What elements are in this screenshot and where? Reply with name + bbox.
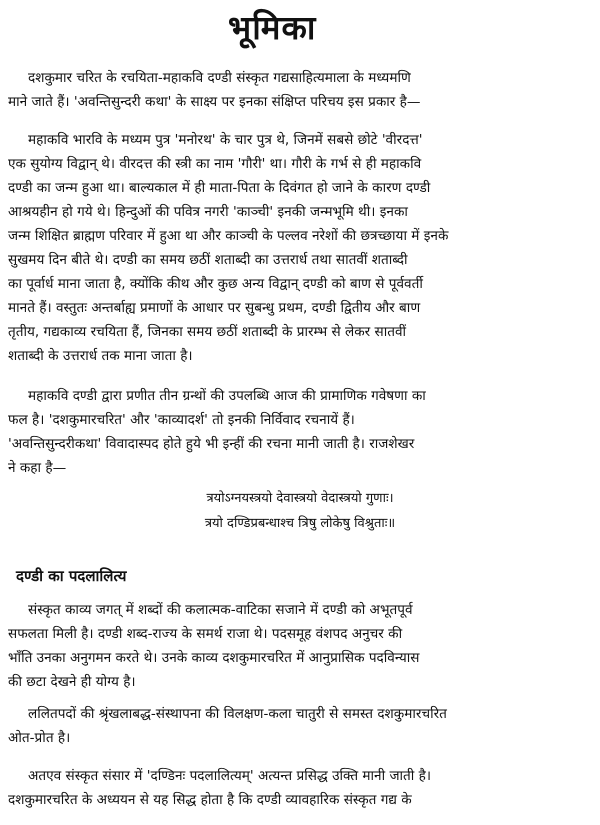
text-line: दशकुमार चरित के रचयिता-महाकवि दण्डी संस्कृत गद्यसाहित्यमाला के मध्यमणि	[28, 70, 411, 86]
page-title: भूमिका	[228, 8, 317, 47]
text-line: का पूर्वार्ध माना जाता है, क्योंकि कीथ और कुछ अन्य विद्वान् दण्डी को बाण से पूर्ववर्ती	[8, 276, 423, 292]
text-line: माने जाते हैं। 'अवन्तिसुन्दरी कथा' के साक्ष्य पर इनका संक्षिप्त परिचय इस प्रकार है—	[8, 94, 421, 110]
intro-paragraph	[8, 66, 592, 114]
text-line: जन्म शिक्षित ब्राह्मण परिवार में हुआ था और काञ्ची के पल्लव नरेशों की छत्रच्छाया में इनके	[8, 228, 449, 244]
text-line: फल है। 'दशकुमारचरित' और 'काव्यादर्श' तो इनकी निर्विवाद रचनायें हैं।	[8, 412, 355, 428]
text-line: ललितपदों की श्रृंखलाबद्ध-संस्थापना की विलक्षण-कला चातुरी से समस्त दशकुमारचरित	[28, 706, 447, 722]
text-line: 'अवन्तिसुन्दरीकथा' विवादास्पद होते हुये भी इन्हीं की रचना मानी जाती है। राजशेखर	[8, 436, 415, 452]
text-line: एक सुयोग्य विद्वान् थे। वीरदत्त की स्त्री का नाम 'गौरी' था। गौरी के गर्भ से ही महाकवि	[8, 156, 422, 172]
text-line: की छटा देखने ही योग्य है।	[8, 674, 136, 690]
text-line: ओत-प्रोत है।	[8, 730, 71, 746]
text-line: संस्कृत काव्य जगत् में शब्दों की कलात्मक-वाटिका सजाने में दण्डी को अभूतपूर्व	[28, 602, 413, 618]
text-line: अतएव संस्कृत संसार में 'दण्डिनः पदलालित्यम्' अत्यन्त प्रसिद्ध उक्ति मानी जाती है।	[28, 768, 432, 784]
text-line: सफलता मिली है। दण्डी शब्द-राज्य के समर्थ राजा थे। पदसमूह वंशपद अनुचर की	[8, 626, 403, 642]
works-paragraph	[8, 384, 592, 480]
lalit-paragraph	[8, 702, 592, 750]
text-line: तृतीय, गद्यकाव्य रचयिता हैं, जिनका समय छठीं शताब्दी के प्रारम्भ से लेकर सातवीं	[8, 324, 407, 340]
section-heading: दण्डी का पदलालित्य	[16, 567, 127, 585]
biography-paragraph	[8, 128, 592, 368]
sanskrit-verse	[0, 486, 600, 536]
text-line: ने कहा है—	[8, 460, 67, 476]
text-line: आश्रयहीन हो गये थे। हिन्दुओं की पवित्र नगरी 'काञ्ची' इनकी जन्मभूमि थी। इनका	[8, 204, 408, 220]
text-line: मानते हैं। वस्तुतः अन्तर्बाह्य प्रमाणों के आधार पर सुबन्धु प्रथम, दण्डी द्वितीय और बाण	[8, 300, 421, 316]
text-line: दण्डी का जन्म हुआ था। बाल्यकाल में ही माता-पिता के दिवंगत हो जाने के कारण दण्डी	[8, 180, 431, 196]
text-line: दशकुमारचरित के अध्ययन से यह सिद्ध होता है कि दण्डी व्यावहारिक संस्कृत गद्य के	[8, 792, 412, 808]
text-line: महाकवि भारवि के मध्यम पुत्र 'मनोरथ' के चार पुत्र थे, जिनमें सबसे छोटे 'वीरदत्त'	[28, 132, 423, 148]
verse-line: त्रयोऽग्नयस्त्रयो देवास्त्रयो वेदास्त्रयो गुणाः।	[206, 491, 394, 506]
text-line: भाँति उनका अनुगमन करते थे। उनके काव्य दशकुमारचरित में आनुप्रासिक पदविन्यास	[8, 650, 420, 666]
final-paragraph	[8, 764, 592, 812]
text-line: सुखमय दिन बीते थे। दण्डी का समय छठीं शताब्दी का उत्तरार्ध तथा सातवीं शताब्दी	[8, 252, 408, 268]
text-line: महाकवि दण्डी द्वारा प्रणीत तीन ग्रन्थों की उपलब्धि आज की प्रामाणिक गवेषणा का	[28, 388, 426, 404]
text-line: शताब्दी के उत्तरार्ध तक माना जाता है।	[8, 348, 193, 364]
style-paragraph	[8, 598, 592, 694]
verse-line: त्रयो दण्डिप्रबन्धाश्च त्रिषु लोकेषु विश्रुताः॥	[204, 516, 396, 531]
